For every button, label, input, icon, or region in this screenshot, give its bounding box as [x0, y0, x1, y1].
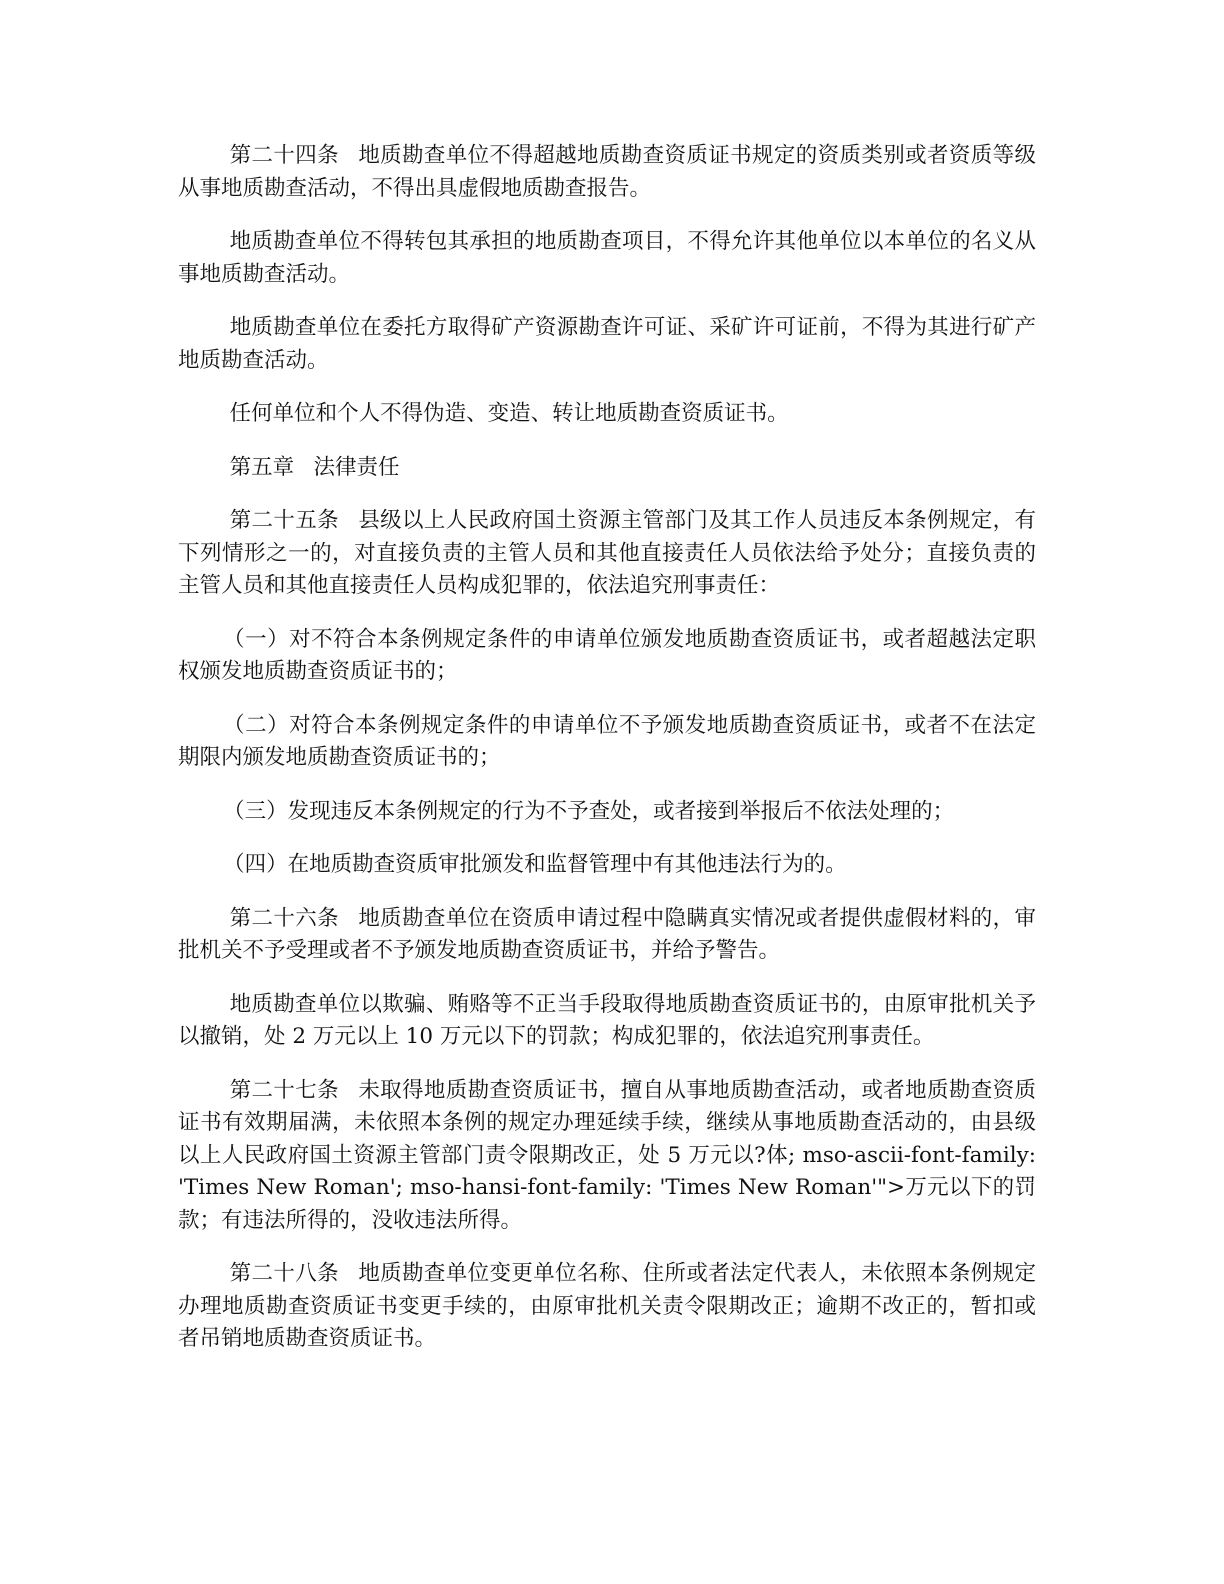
article-24-paragraph: [178, 140, 1036, 205]
article-number: 第二十七条: [229, 1077, 339, 1103]
chapter-number: 第五章: [229, 454, 295, 480]
document-page: [178, 140, 1036, 1377]
list-item-1: （一）对不符合本条例规定条件的申请单位颁发地质勘查资质证书，或者超越法定职权颁发地质勘查资质证书的；: [178, 626, 1036, 684]
article-25-paragraph: [178, 505, 1036, 603]
article-26-paragraph-2: 地质勘查单位以欺骗、贿赂等不正当手段取得地质勘查资质证书的，由原审批机关予以撤销，处 2 万元以上 10 万元以下的罚款；构成犯罪的，依法追究刑事责任。: [178, 991, 1036, 1049]
list-item-2: （二）对符合本条例规定条件的申请单位不予颁发地质勘查资质证书，或者不在法定期限内颁发地质勘查资质证书的；: [178, 712, 1036, 770]
article-28-paragraph: [178, 1258, 1036, 1356]
chapter-title: 法律责任: [313, 454, 400, 480]
article-26-paragraph: [178, 903, 1036, 968]
article-text: 未取得地质勘查资质证书，擅自从事地质勘查活动，或者地质勘查资质证书有效期届满，未依照本条例的规定办理延续手续，继续从事地质勘查活动的，由县级以上人民政府国土资源主管部门责令限期改正，处 5 万元以?体; mso-ascii-font-family: 'Times New Roman'; mso-hansi-font-family: 'Times New Roman'">万元以下的罚款；有违法所得的，没收违法所得。: [178, 1077, 1036, 1233]
chapter-heading: [178, 452, 1036, 485]
article-number: 第二十四条: [229, 143, 339, 168]
article-number: 第二十八条: [229, 1261, 339, 1286]
article-27-paragraph: [178, 1075, 1036, 1238]
article-24-paragraph-3: 地质勘查单位在委托方取得矿产资源勘查许可证、采矿许可证前，不得为其进行矿产地质勘查活动。: [178, 315, 1036, 373]
article-text: 地质勘查单位变更单位名称、住所或者法定代表人，未依照本条例规定办理地质勘查资质证书变更手续的，由原审批机关责令限期改正；逾期不改正的，暂扣或者吊销地质勘查资质证书。: [178, 1261, 1036, 1351]
article-24-paragraph-2: 地质勘查单位不得转包其承担的地质勘查项目，不得允许其他单位以本单位的名义从事地质勘查活动。: [178, 229, 1036, 287]
list-item-4: （四）在地质勘查资质审批颁发和监督管理中有其他违法行为的。: [223, 852, 847, 877]
article-text: 地质勘查单位在资质申请过程中隐瞒真实情况或者提供虚假材料的，审批机关不予受理或者不予颁发地质勘查资质证书，并给予警告。: [178, 905, 1036, 963]
list-item-3: （三）发现违反本条例规定的行为不予查处，或者接到举报后不依法处理的；: [223, 798, 955, 824]
article-number: 第二十五条: [229, 508, 339, 533]
article-text: 县级以上人民政府国土资源主管部门及其工作人员违反本条例规定，有下列情形之一的，对直接负责的主管人员和其他直接责任人员依法给予处分；直接负责的主管人员和其他直接责任人员构成犯罪的，依法追究刑事责任：: [178, 508, 1036, 598]
article-24-paragraph-4: 任何单位和个人不得伪造、变造、转让地质勘查资质证书。: [229, 401, 789, 426]
article-number: 第二十六条: [229, 905, 339, 931]
article-text: 地质勘查单位不得超越地质勘查资质证书规定的资质类别或者资质等级从事地质勘查活动，不得出具虚假地质勘查报告。: [178, 143, 1036, 201]
